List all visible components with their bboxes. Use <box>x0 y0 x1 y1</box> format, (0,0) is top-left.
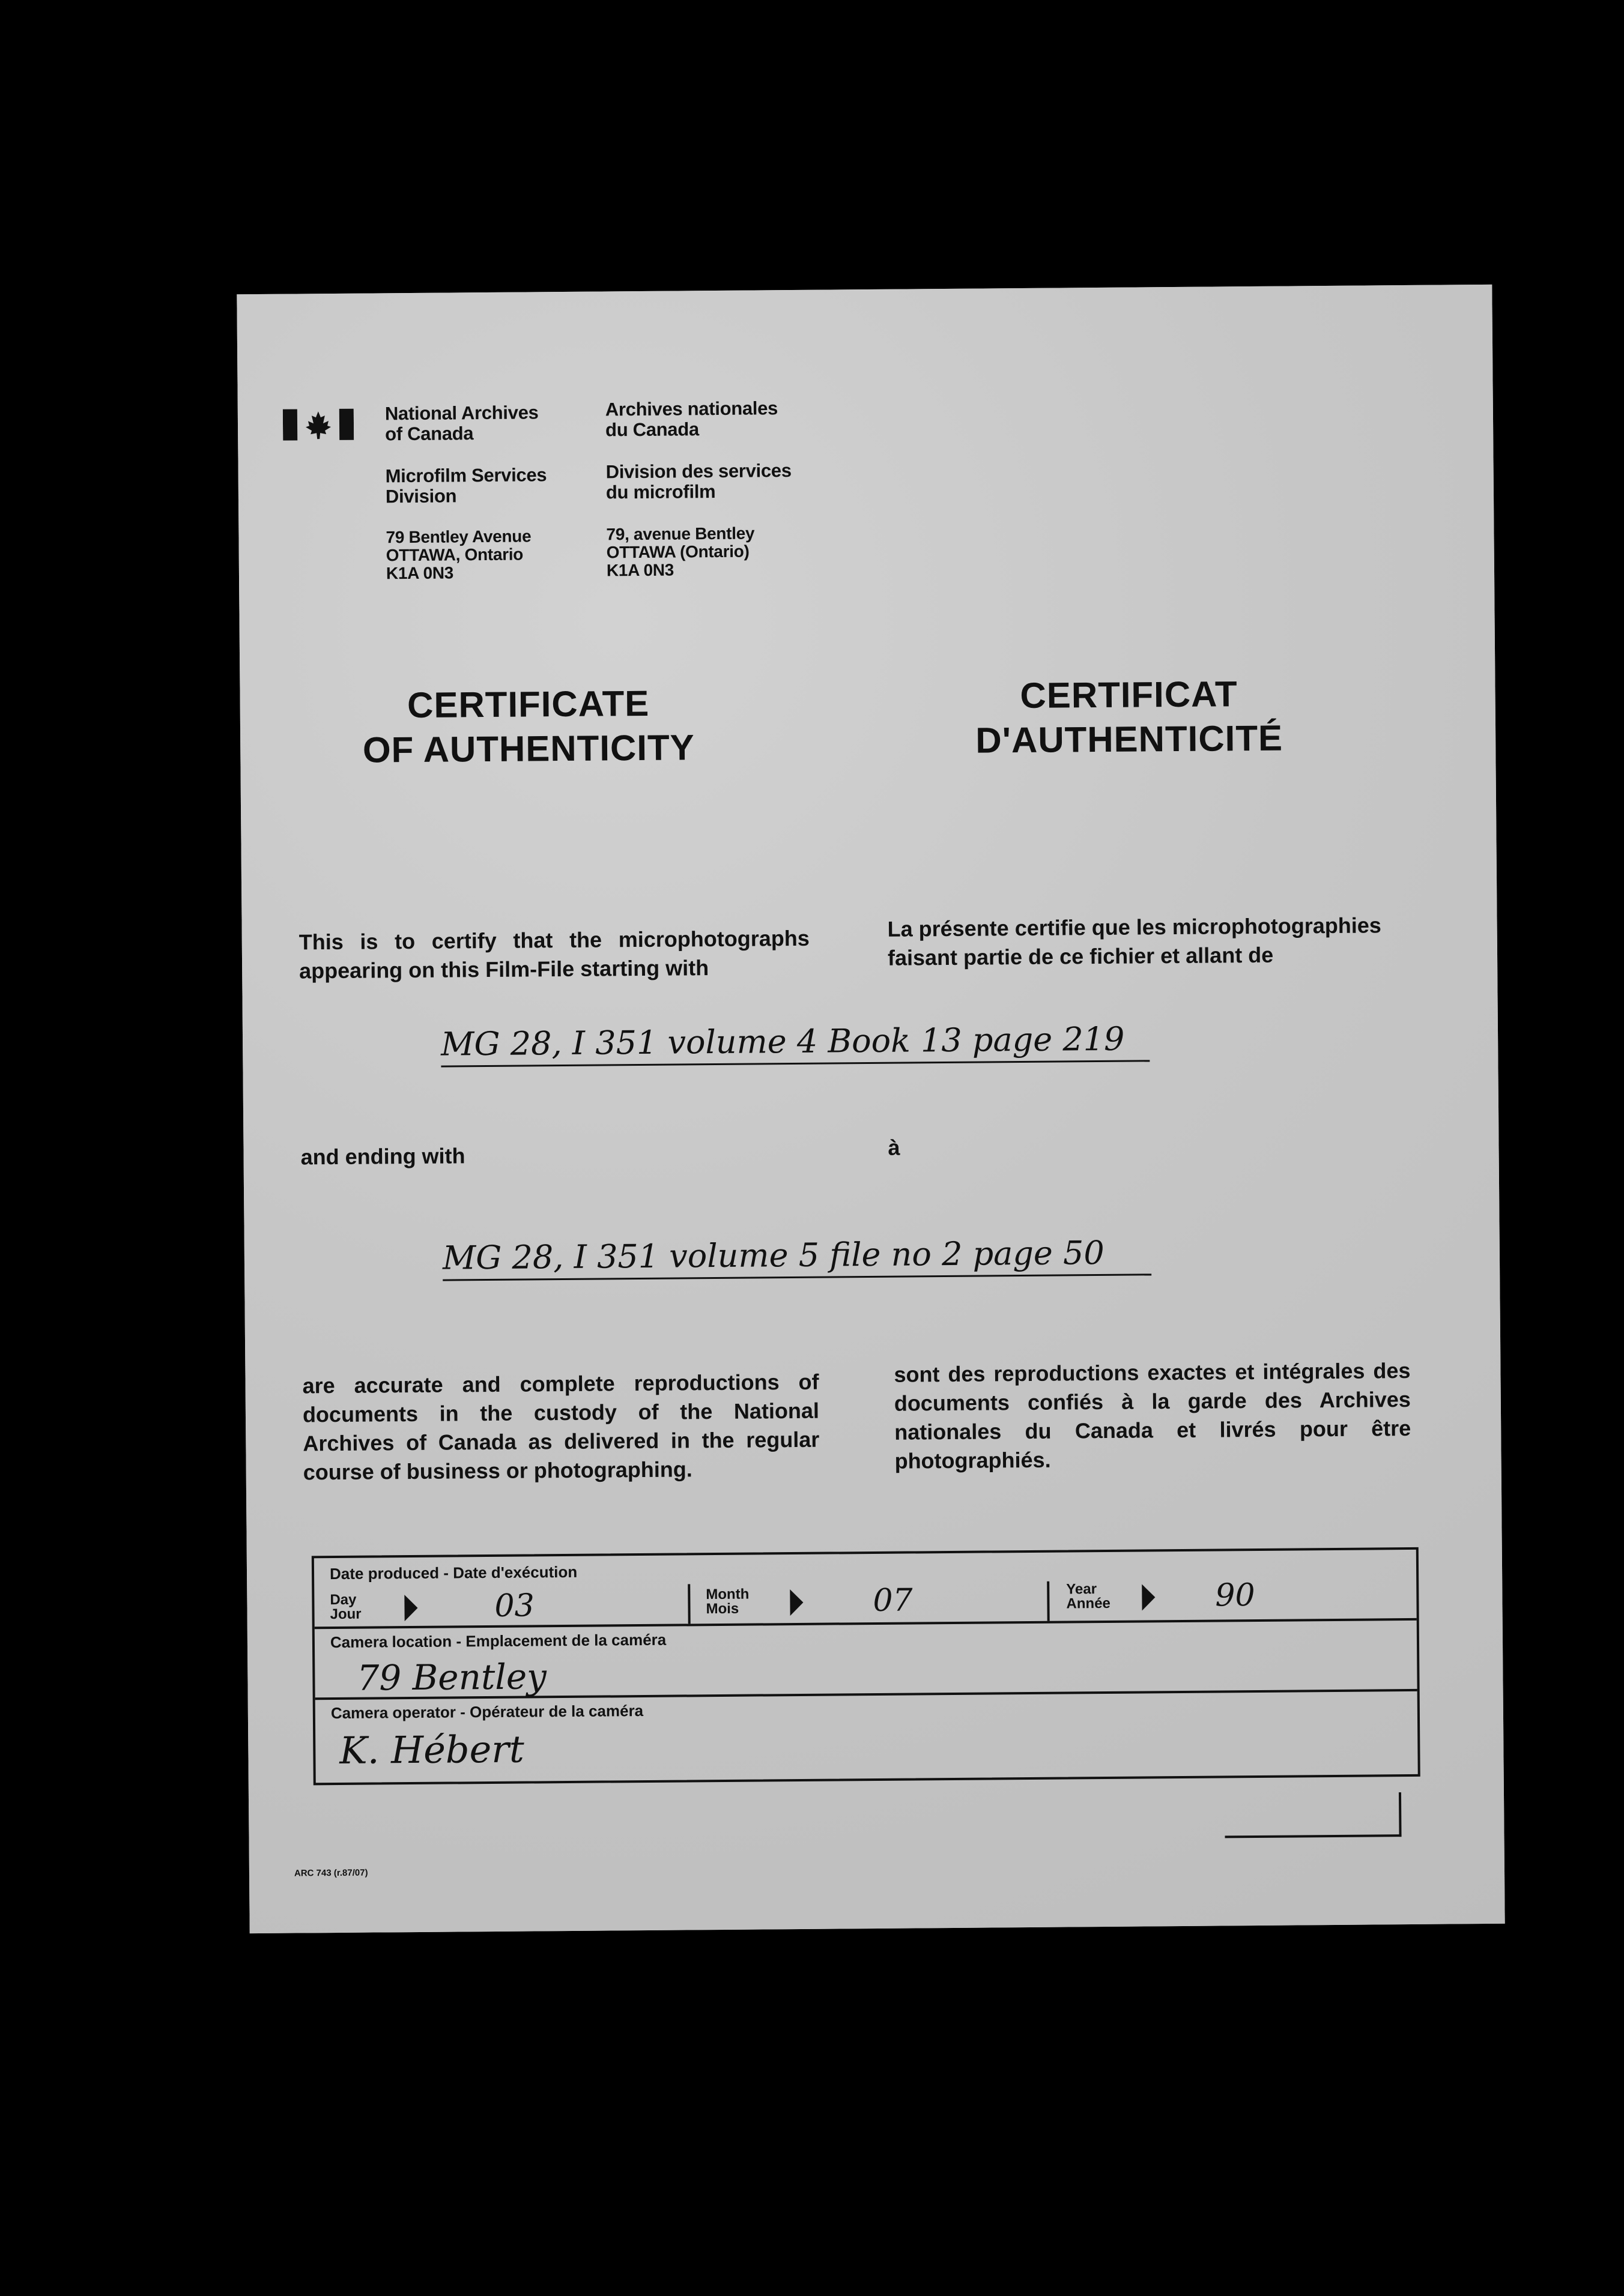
division-en-line1: Microfilm Services <box>385 464 547 487</box>
year-label-fr: Année <box>1066 1595 1110 1612</box>
agency-name-fr-line1: Archives nationales <box>605 397 778 420</box>
production-details-table <box>312 1547 1420 1785</box>
division-fr-line2: du microfilm <box>605 481 716 503</box>
address-fr-line2: OTTAWA (Ontario) <box>606 542 750 562</box>
intro-fr <box>887 911 1404 973</box>
camera-location-label: Camera location - Emplacement de la caméra <box>330 1630 667 1652</box>
intro-en <box>299 924 810 986</box>
camera-operator-label: Camera operator - Opérateur de la caméra <box>330 1702 644 1723</box>
agency-name-en-line1: National Archives <box>384 402 539 424</box>
address-en-line3: K1A 0N3 <box>386 563 454 583</box>
month-arrow-icon <box>790 1589 803 1616</box>
division-en <box>386 465 547 507</box>
corner-mark <box>1225 1792 1402 1838</box>
canada-flag-icon <box>283 408 354 442</box>
day-label-en: Day <box>330 1591 357 1609</box>
title-fr-line2: D'AUTHENTICITÉ <box>975 718 1283 761</box>
day-label <box>330 1593 361 1622</box>
closing-fr-line4: photographiés. <box>894 1447 1051 1473</box>
day-arrow-icon <box>404 1595 417 1621</box>
title-fr <box>936 671 1321 763</box>
start-entry: MG 28, I 351 volume 4 Book 13 page 219 <box>441 1020 1150 1067</box>
year-arrow-icon <box>1142 1584 1155 1610</box>
day-value: 03 <box>494 1588 535 1624</box>
camera-location-value: 79 Bentley <box>357 1656 547 1699</box>
closing-fr-line2: documents confiés à la garde des Archives <box>894 1386 1411 1416</box>
closing-en <box>302 1368 819 1487</box>
month-label <box>706 1588 749 1617</box>
division-en-line2: Division <box>385 485 457 507</box>
camera-operator-signature: K. Hébert <box>339 1727 525 1772</box>
address-fr-line1: 79, avenue Bentley <box>606 524 755 544</box>
agency-name-fr <box>605 398 778 440</box>
intro-fr-line1: La présente certifie que les microphotographies <box>887 913 1382 941</box>
intro-fr-line2: faisant partie de ce fichier et allant de <box>887 942 1274 970</box>
title-en-line2: OF AUTHENTICITY <box>362 727 695 770</box>
closing-fr-line3: nationales du Canada et livrés pour être <box>894 1415 1411 1445</box>
closing-en-line3: Archives of Canada as delivered in the regular <box>303 1427 820 1456</box>
address-fr-line3: K1A 0N3 <box>606 560 674 580</box>
closing-fr-line1: sont des reproductions exactes et intégrales des <box>894 1358 1411 1387</box>
title-en-line1: CERTIFICATE <box>407 683 650 726</box>
title-en <box>330 681 727 773</box>
closing-en-line2: documents in the custody of the National <box>302 1398 820 1427</box>
intro-en-line1: This is to certify that the microphotographs <box>298 925 810 955</box>
date-produced-label: Date produced - Date d'exécution <box>329 1562 578 1583</box>
end-entry: MG 28, I 351 volume 5 file no 2 page 50 <box>443 1233 1152 1281</box>
division-fr <box>606 461 792 503</box>
address-en-line2: OTTAWA, Ontario <box>386 545 524 565</box>
division-fr-line1: Division des services <box>605 460 792 483</box>
certificate-page <box>237 285 1504 1933</box>
year-label-en: Year <box>1066 1581 1097 1598</box>
day-label-fr: Jour <box>330 1606 362 1623</box>
ending-fr: à <box>888 1135 900 1160</box>
address-en-line1: 79 Bentley Avenue <box>386 527 532 547</box>
address-fr <box>606 524 754 579</box>
intro-en-line2: appearing on this Film-File starting with <box>299 955 709 983</box>
month-label-fr: Mois <box>706 1600 739 1618</box>
closing-en-line4: course of business or photographing. <box>303 1457 692 1485</box>
title-fr-line1: CERTIFICAT <box>1020 674 1238 716</box>
agency-name-fr-line2: du Canada <box>605 418 700 441</box>
address-en <box>386 527 532 582</box>
agency-name-en <box>385 402 539 444</box>
closing-fr <box>894 1356 1411 1476</box>
year-value: 90 <box>1215 1577 1255 1614</box>
ending-en: and ending with <box>300 1143 465 1170</box>
month-value: 07 <box>873 1582 913 1619</box>
closing-en-line1: are accurate and complete reproductions of <box>302 1369 819 1398</box>
month-label-en: Month <box>706 1586 750 1603</box>
form-code: ARC 743 (r.87/07) <box>294 1867 368 1879</box>
year-label <box>1066 1582 1110 1612</box>
agency-name-en-line2: of Canada <box>385 423 474 445</box>
